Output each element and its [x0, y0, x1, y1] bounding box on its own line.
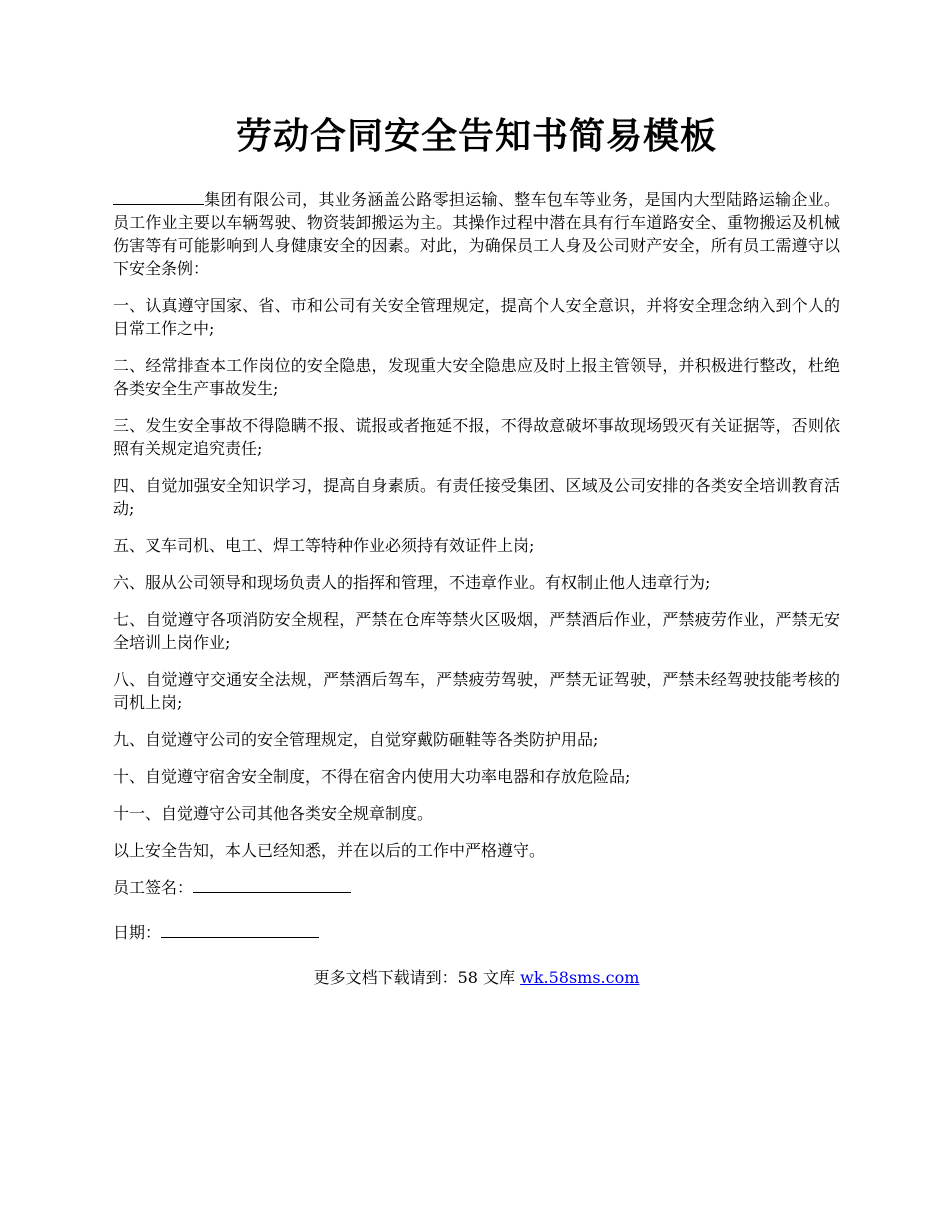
footer-text: 更多文档下载请到：58 文库 — [313, 968, 521, 987]
clause-1: 一、认真遵守国家、省、市和公司有关安全管理规定，提高个人安全意识，并将安全理念纳入到个人的日常工作之中; — [113, 296, 840, 338]
signature-line — [113, 876, 840, 899]
footer-link[interactable]: wk.58sms.com — [520, 968, 640, 987]
date-line — [113, 921, 840, 944]
clause-9: 九、自觉遵守公司的安全管理规定，自觉穿戴防砸鞋等各类防护用品; — [113, 730, 599, 749]
intro-paragraph — [113, 188, 840, 280]
clause-8: 八、自觉遵守交通安全法规，严禁酒后驾车，严禁疲劳驾驶，严禁无证驾驶，严禁未经驾驶技能考核的司机上岗; — [113, 670, 840, 712]
acknowledgement-text: 以上安全告知，本人已经知悉，并在以后的工作中严格遵守。 — [113, 841, 546, 860]
footer — [113, 966, 840, 989]
clause-11: 十一、自觉遵守公司其他各类安全规章制度。 — [113, 804, 434, 823]
clause-5: 五、叉车司机、电工、焊工等特种作业必须持有效证件上岗; — [113, 536, 535, 555]
date-blank — [161, 922, 319, 938]
document-title: 劳动合同安全告知书简易模板 — [235, 115, 717, 157]
clause-2: 二、经常排查本工作岗位的安全隐患，发现重大安全隐患应及时上报主管领导，并积极进行整改，杜绝各类安全生产事故发生; — [113, 356, 840, 398]
intro-text: 集团有限公司，其业务涵盖公路零担运输、整车包车等业务，是国内大型陆路运输企业。员工作业主要以车辆驾驶、物资装卸搬运为主。其操作过程中潜在具有行车道路安全、重物搬运及机械伤害等有可能影响到人身健康安全的因素。对此，为确保员工人身及公司财产安全，所有员工需遵守以下安全条例： — [113, 190, 840, 278]
clause-6: 六、服从公司领导和现场负责人的指挥和管理，不违章作业。有权制止他人违章行为; — [113, 573, 711, 592]
clause-10: 十、自觉遵守宿舍安全制度，不得在宿舍内使用大功率电器和存放危险品; — [113, 767, 631, 786]
clause-4: 四、自觉加强安全知识学习，提高自身素质。有责任接受集团、区域及公司安排的各类安全培训教育活动; — [113, 476, 840, 518]
date-label: 日期： — [113, 923, 162, 942]
company-name-blank — [113, 189, 204, 205]
signature-blank — [193, 877, 351, 893]
clause-3: 三、发生安全事故不得隐瞒不报、谎报或者拖延不报，不得故意破坏事故现场毁灭有关证据等，否则依照有关规定追究责任; — [113, 416, 840, 458]
clause-7: 七、自觉遵守各项消防安全规程，严禁在仓库等禁火区吸烟，严禁酒后作业，严禁疲劳作业，严禁无安全培训上岗作业; — [113, 610, 840, 652]
document-page — [113, 112, 840, 989]
signature-label: 员工签名： — [113, 878, 194, 897]
